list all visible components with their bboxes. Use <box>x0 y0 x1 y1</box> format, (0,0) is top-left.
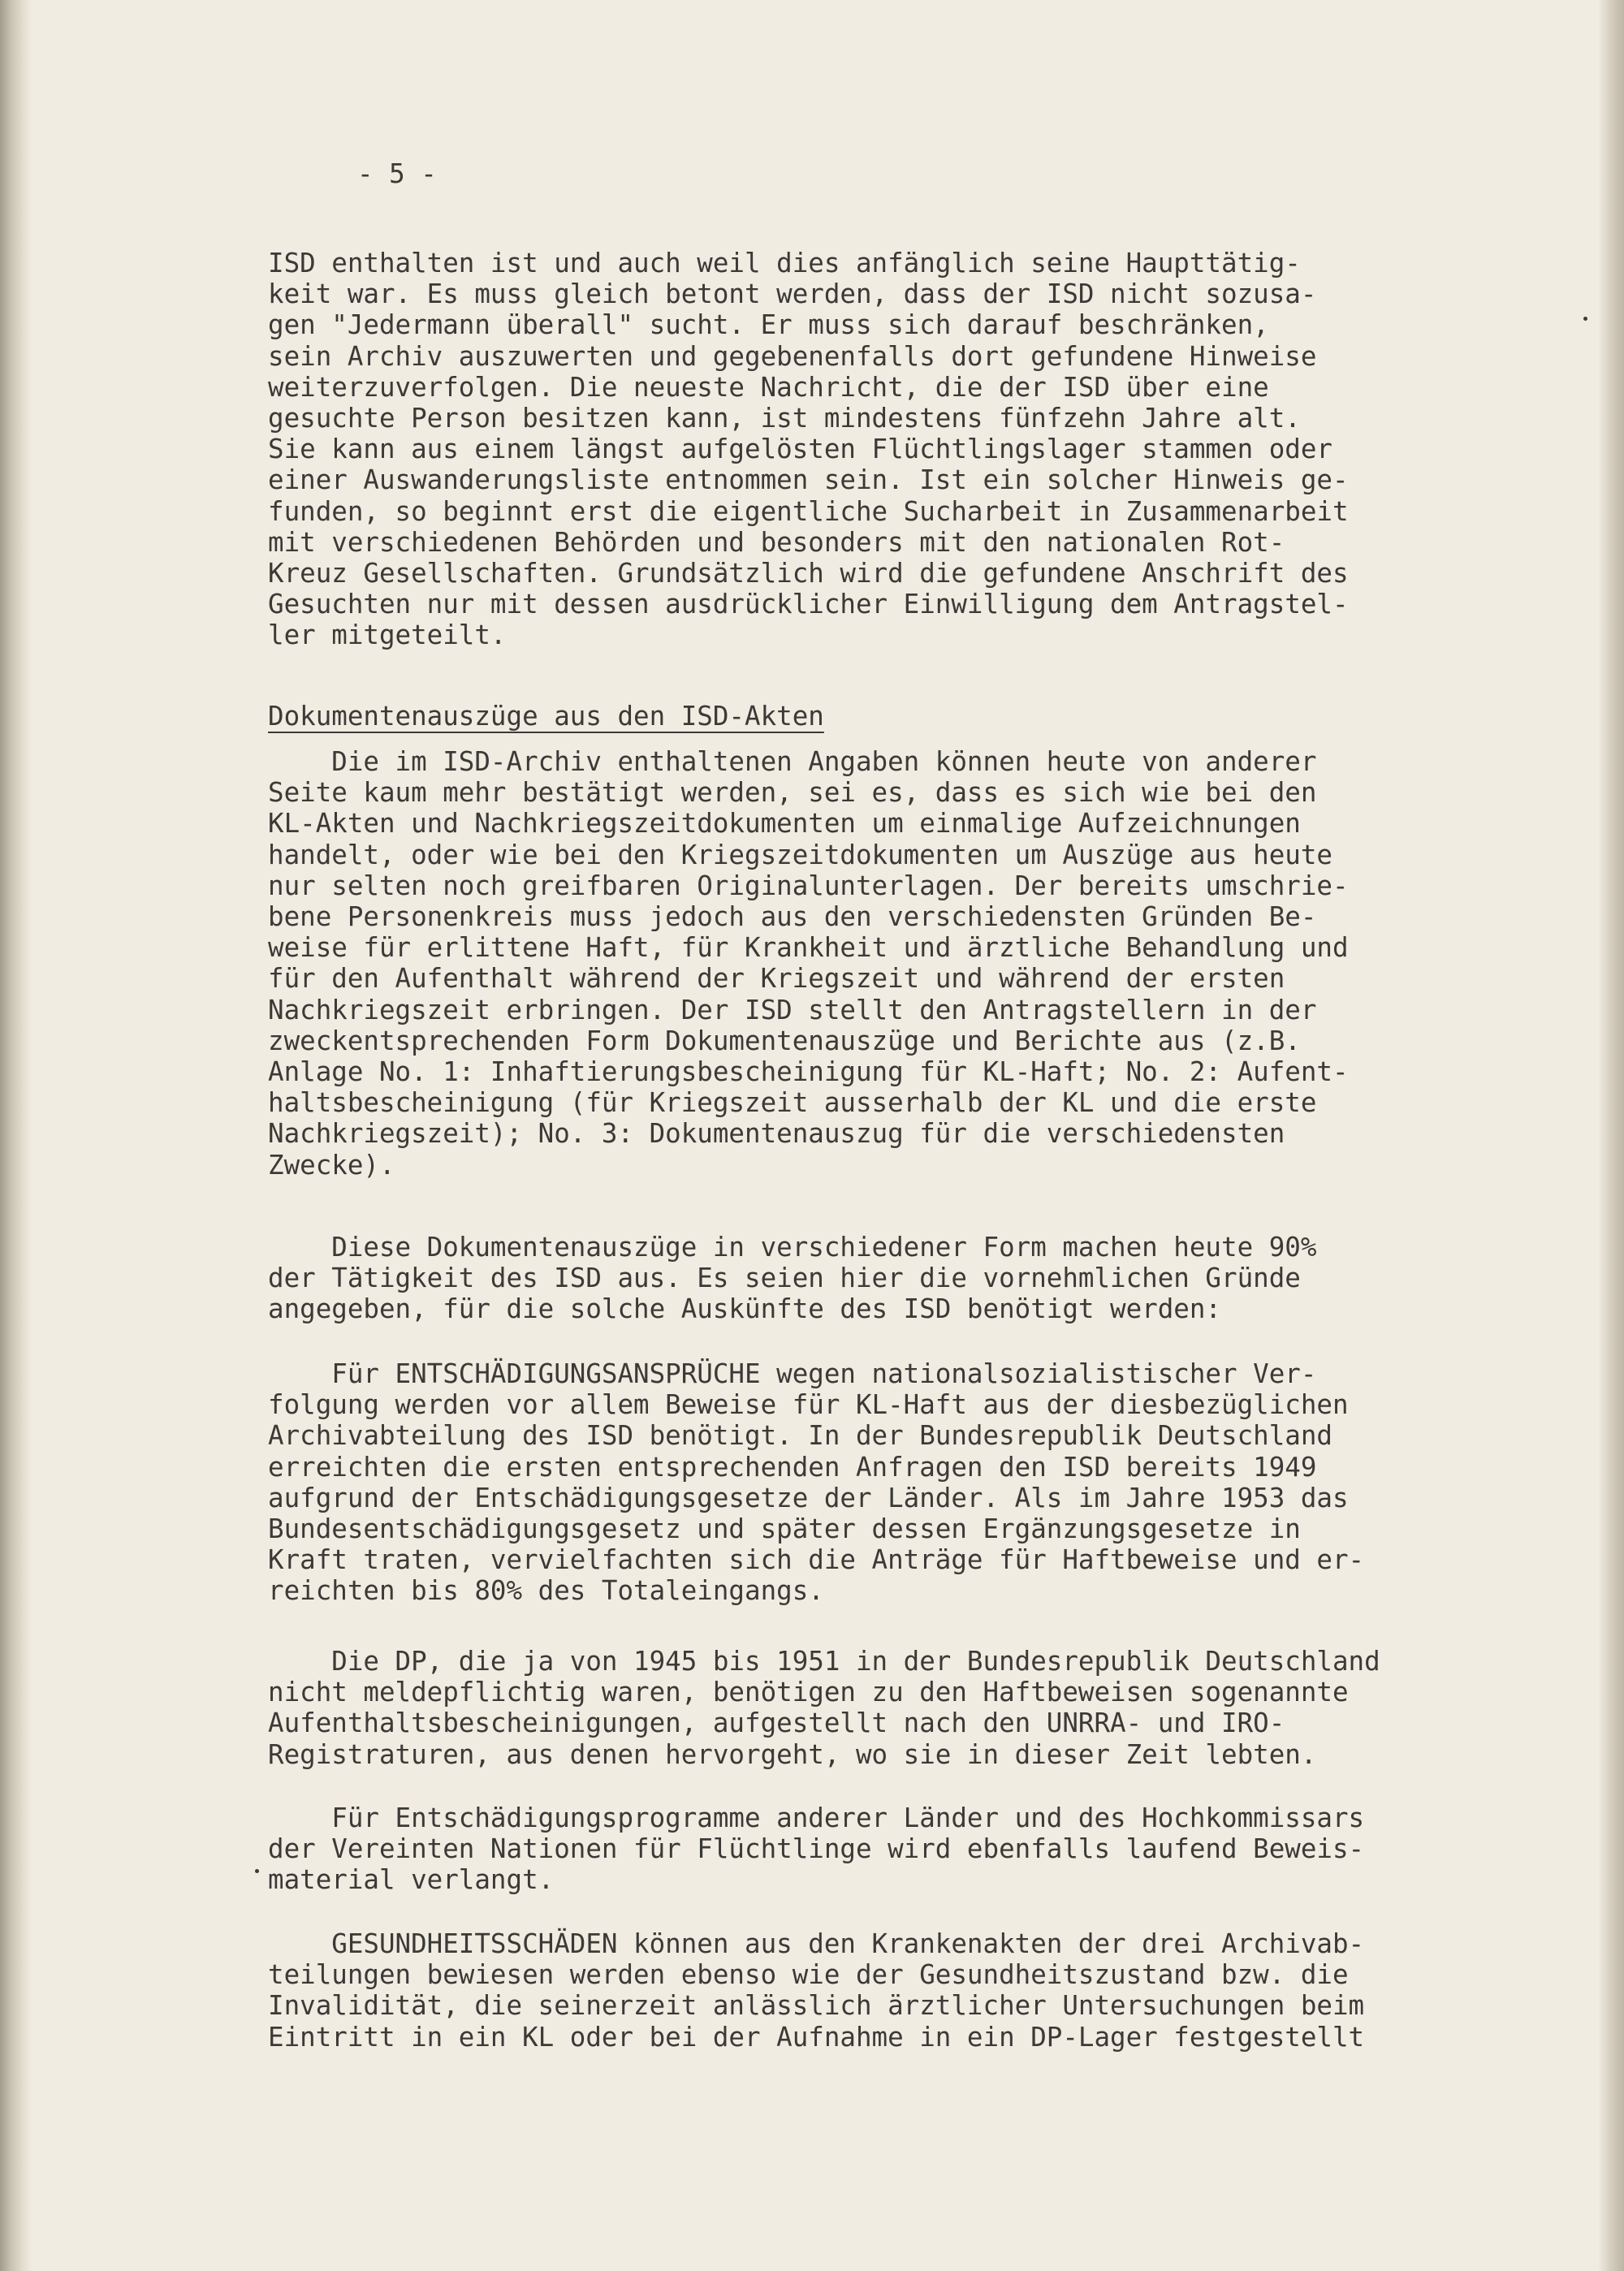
typewritten-text-area <box>268 158 1486 2053</box>
ink-speck <box>255 1869 259 1873</box>
page-edge-shadow <box>1598 0 1624 2271</box>
paragraph-intro: ISD enthalten ist und auch weil dies anfänglich seine Haupttätig- keit war. Es muss gleich betont werden, dass der ISD nicht sozusa- gen "Jedermann überall" sucht. Er muss sich darauf beschränken, sein Archiv auszuwerten und gegebenenfalls dort gefundene Hinweise weiterzuverfolgen. Die neueste Nachricht, die der ISD über eine gesuchte Person besitzen kann, ist mindestens fünfzehn Jahre alt. Sie kann aus einem längst aufgelösten Flüchtlingslager stammen oder einer Auswanderungsliste entnommen sein. Ist ein solcher Hinweis ge- funden, so beginnt erst die eigentliche Sucharbeit in Zusammenarbeit mit verschiedenen Behörden und besonders mit den nationalen Rot- Kreuz Gesellschaften. Grundsätzlich wird die gefundene Anschrift des Gesuchten nur mit dessen ausdrücklicher Einwilligung dem Antragstel- ler mitgeteilt. <box>268 248 1349 651</box>
paragraph-other-programmes: Für Entschädigungsprogramme anderer Länder und des Hochkommissars der Vereinten Nationen für Flüchtlinge wird ebenfalls laufend Beweis- material verlangt. <box>268 1803 1365 1896</box>
section-heading: Dokumentenauszüge aus den ISD-Akten <box>268 701 824 732</box>
paragraph-document-extracts: Die im ISD-Archiv enthaltenen Angaben können heute von anderer Seite kaum mehr bestätigt werden, sei es, dass es sich wie bei den KL-Akten und Nachkriegszeitdokumenten um einmalige Aufzeichnungen handelt, oder wie bei den Kriegszeitdokumenten um Auszüge aus heute nur selten noch greifbaren Originalunterlagen. Der bereits umschrie- bene Personenkreis muss jedoch aus den verschiedensten Gründen Be- weise für erlittene Haft, für Krankheit und ärztliche Behandlung und für den Aufenthalt während der Kriegszeit und während der ersten Nachkriegszeit erbringen. Der ISD stellt den Antragstellern in der zweckentsprechenden Form Dokumentenauszüge und Berichte aus (z.B. Anlage No. 1: Inhaftierungsbescheinigung für KL-Haft; No. 2: Aufent- haltsbescheinigung (für Kriegszeit ausserhalb der KL und die erste Nachkriegszeit); No. 3: Dokumentenauszug für die verschiedensten Zwecke). <box>268 746 1349 1181</box>
paragraph-compensation-claims: Für ENTSCHÄDIGUNGSANSPRÜCHE wegen nationalsozialistischer Ver- folgung werden vor allem Beweise für KL-Haft aus der diesbezüglichen Archivabteilung des ISD benötigt. In der Bundesrepublik Deutschland erreichten die ersten entsprechenden Anfragen den ISD bereits 1949 aufgrund der Entschädigungsgesetze der Länder. Als im Jahre 1953 das Bundesentschädigungsgesetz und später dessen Ergänzungsgesetze in Kraft traten, vervielfachten sich die Anträge für Haftbeweise und er- reichten bis 80% des Totaleingangs. <box>268 1358 1365 1607</box>
paragraph-extract-share: Diese Dokumentenauszüge in verschiedener Form machen heute 90% der Tätigkeit des ISD aus. Es seien hier die vornehmlichen Gründe angegeben, für die solche Auskünfte des ISD benötigt werden: <box>268 1232 1317 1325</box>
paragraph-health-damage: GESUNDHEITSSCHÄDEN können aus den Krankenakten der drei Archivab- teilungen bewiesen werden ebenso wie der Gesundheitszustand bzw. die Invalidität, die seinerzeit anlässlich ärztlicher Untersuchungen beim Eintritt in ein KL oder bei der Aufnahme in ein DP-Lager festgestellt <box>268 1928 1365 2053</box>
paragraph-displaced-persons: Die DP, die ja von 1945 bis 1951 in der Bundesrepublik Deutschland nicht meldepflichtig waren, benötigen zu den Haftbeweisen sogenannte Aufenthaltsbescheinigungen, aufgestellt nach den UNRRA- und IRO- Registraturen, aus denen hervorgeht, wo sie in dieser Zeit lebten. <box>268 1646 1380 1770</box>
binding-shadow <box>0 0 32 2271</box>
ink-speck <box>1583 317 1587 321</box>
page-number: - 5 - <box>357 158 437 189</box>
